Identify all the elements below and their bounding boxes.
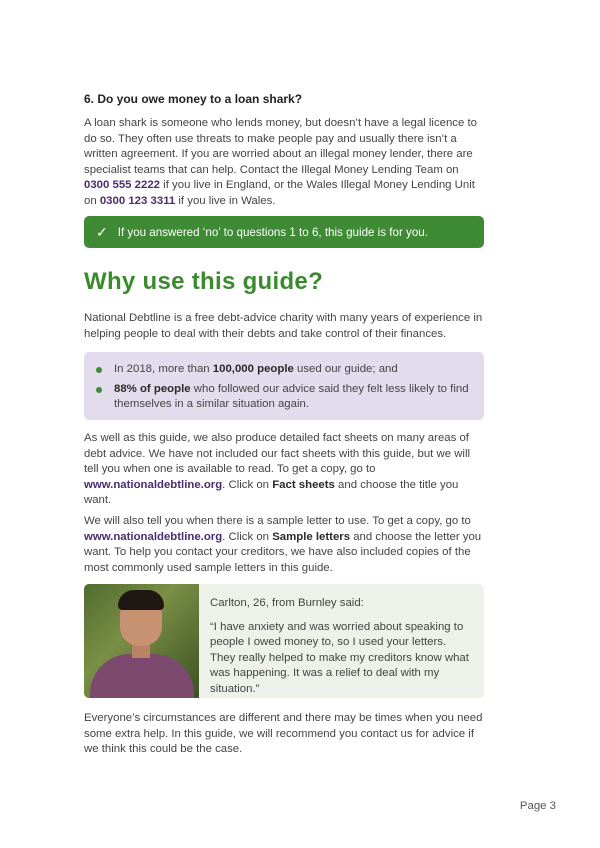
testimonial-box [84, 584, 484, 698]
check-icon: ✓ [96, 223, 108, 240]
list-item: In 2018, more than 100,000 people used our guide; and [92, 362, 477, 378]
fact-sheets-label: Fact sheets [272, 478, 335, 491]
intro-paragraph: National Debtline is a free debt-advice charity with many years of experience in helping people to deal with their debts and take control of their finances. [84, 312, 483, 340]
stats-list [92, 362, 477, 417]
testimonial-photo [84, 584, 199, 698]
question-6-heading: 6. Do you owe money to a loan shark? [84, 92, 303, 106]
loan-shark-text-2: if you live in England, or the Wales Illegal Money Lending Unit on [84, 179, 475, 207]
stats-box [84, 352, 484, 420]
stat-people-count: 100,000 people [212, 363, 294, 375]
testimonial-text [210, 596, 472, 698]
wales-phone-number[interactable]: 0300 123 3311 [99, 194, 176, 207]
website-link[interactable]: www.nationaldebtline.org [84, 530, 223, 543]
loan-shark-text-1: A loan shark is someone who lends money, but doesn’t have a legal licence to do so. They often use threats to make people pay and usually there isn’t a written agreement. If you are worried about an illegal money lender, there are specialist teams that can help. Contact the Illegal Money Lending Team on [84, 117, 478, 176]
website-link[interactable]: www.nationaldebtline.org [84, 478, 223, 491]
loan-shark-paragraph [84, 116, 484, 210]
why-use-guide-heading: Why use this guide? [84, 268, 324, 295]
bullet-icon [96, 367, 102, 373]
factsheets-paragraph: As well as this guide, we also produce detailed fact sheets on many areas of debt advice. We have not included our fact sheets with this guide, but we will tell you when one is available to read. To get a copy, go to www.nationaldebtline.org. Click on Fact sheets and choose the title you want. [84, 432, 471, 507]
closing-paragraph: Everyone’s circumstances are different and there may be times when you need some extra help. In this guide, we will recommend you contact us for advice if we think this could be the case. [84, 712, 483, 756]
eligibility-callout [84, 216, 484, 248]
testimonial-quote: “I have anxiety and was worried about speaking to people I owed money to, so I used your letters. They really helped to make my creditors know what was happening. It was a relief to deal with my situation.” [210, 620, 469, 695]
stat-percent: 88% of people [114, 382, 191, 395]
testimonial-name: Carlton, 26, from Burnley said: [210, 597, 364, 609]
england-phone-number[interactable]: 0300 555 2222 [84, 179, 161, 192]
sample-letters-paragraph: We will also tell you when there is a sample letter to use. To get a copy, go to www.nationaldebtline.org. Click on Sample letters and choose the letter you want. To help you contact your creditors, we have also included copies of the most commonly used sample letters in this guide. [84, 515, 482, 574]
callout-text: If you answered ‘no’ to questions 1 to 6, this guide is for you. [117, 225, 428, 239]
sample-letters-label: Sample letters [272, 530, 351, 543]
bullet-icon [96, 387, 102, 393]
loan-shark-text-3: if you live in Wales. [175, 194, 276, 207]
list-item: 88% of people who followed our advice said they felt less likely to find themselves in a similar situation again. [92, 382, 477, 413]
page-number: Page 3 [519, 800, 556, 812]
